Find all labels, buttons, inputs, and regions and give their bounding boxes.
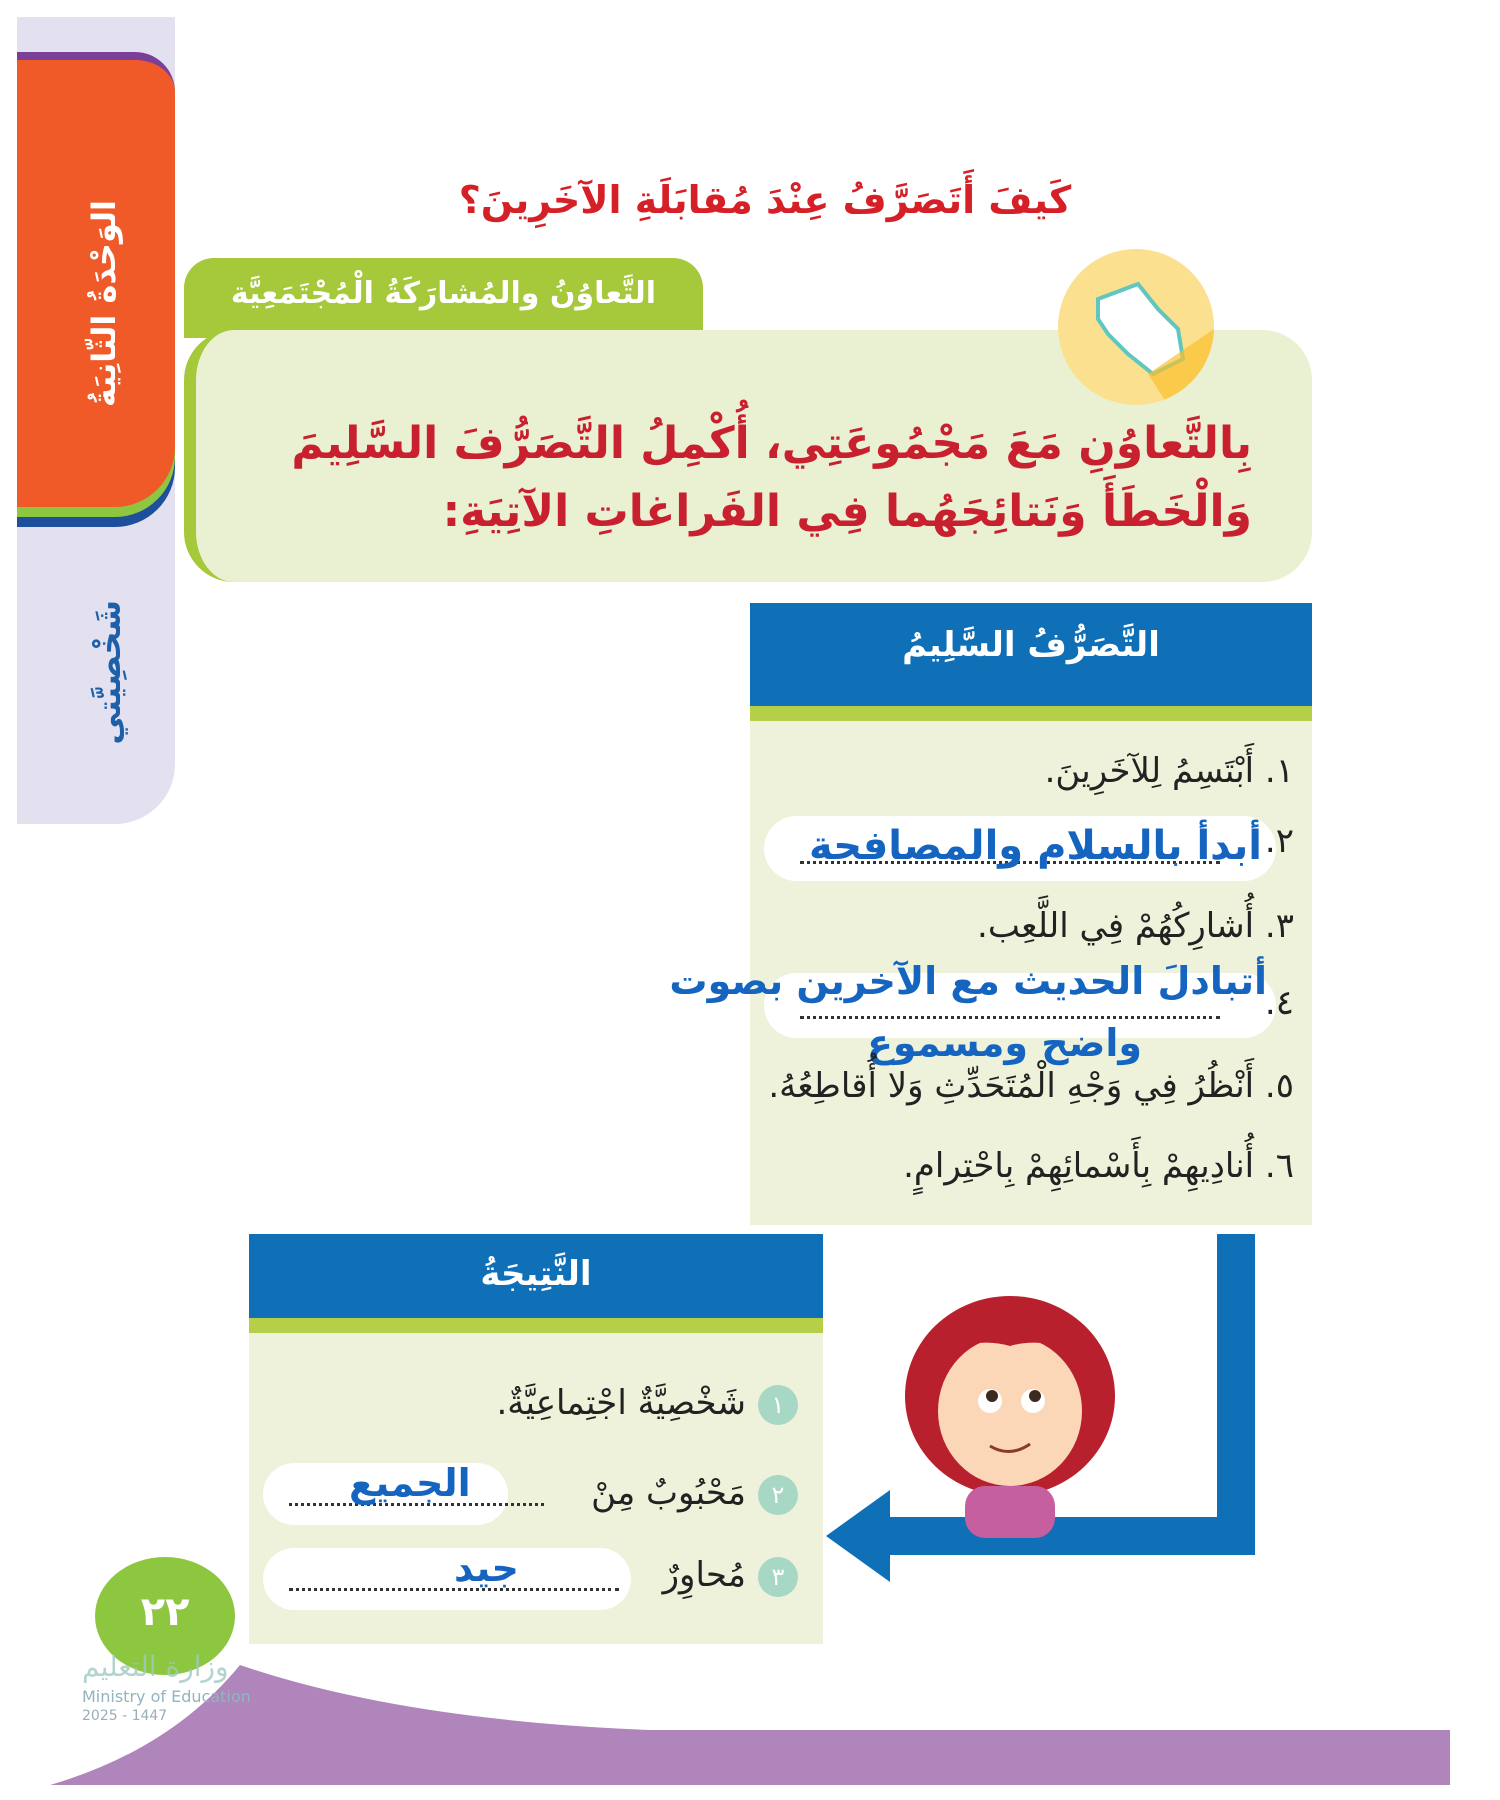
answer-field-result-3[interactable] <box>263 1548 631 1610</box>
result-header: النَّتِيجَةُ <box>249 1234 823 1333</box>
result-answer-2: الجميع <box>349 1461 471 1505</box>
thinking-girl-illustration <box>895 1286 1125 1538</box>
result-answer-3: جيد <box>454 1546 519 1590</box>
behavior-item-4-number: ٤. <box>1264 983 1294 1023</box>
behavior-answer-4-line1: أتبادلَ الحديث مع الآخرين بصوت <box>669 959 1267 1003</box>
behavior-item-3: ٣. أُشارِكُهُمْ فِي اللَّعِب. <box>977 906 1294 946</box>
bottom-wave <box>50 1660 1450 1785</box>
logo-english: Ministry of Education <box>82 1687 251 1706</box>
section-tab: التَّعاوُنُ والمُشارَكَةُ الْمُجْتَمَعِيَّة <box>184 258 703 338</box>
result-item-3: ٣مُحاوِرٌ <box>663 1555 798 1597</box>
behavior-box <box>669 721 1312 1225</box>
logo-year: 2025 - 1447 <box>82 1708 168 1724</box>
behavior-item-5: ٥. أَنْظُرُ فِي وَجْهِ الْمُتَحَدِّثِ وَلا أُقاطِعُهُ. <box>768 1066 1294 1106</box>
behavior-answer-2: أبدأ بالسلام والمصافحة <box>809 823 1262 869</box>
result-item-2: ٢مَحْبُوبٌ مِنْ <box>591 1473 798 1515</box>
page-number: ٢٢ <box>95 1557 235 1675</box>
page-title: كَيفَ أَتَصَرَّفُ عِنْدَ مُقابَلَةِ الآخَرِينَ؟ <box>458 178 1072 222</box>
behavior-item-6: ٦. أُنادِيهِمْ بِأَسْمائِهِمْ بِاحْتِرامٍ. <box>903 1146 1294 1186</box>
behavior-item-1: ١. أَبْتَسِمُ لِلآخَرِينَ. <box>1044 751 1294 791</box>
saudi-map-icon <box>1058 249 1214 405</box>
behavior-item-2-number: ٢. <box>1264 821 1294 861</box>
arrow-head-icon <box>826 1490 890 1582</box>
result-box <box>249 1333 823 1644</box>
result-item-1: ١شَخْصِيَّةٌ اجْتِماعِيَّةٌ. <box>496 1383 798 1425</box>
behavior-header: التَّصَرُّفُ السَّلِيمُ <box>750 603 1312 721</box>
arrow-vertical <box>1217 1234 1255 1555</box>
topic-label: شَخْصِيَّتي <box>90 600 128 745</box>
unit-label: الوَحْدَةُ الثّانِيَةُ <box>85 200 123 408</box>
instruction-text: بِالتَّعاوُنِ مَعَ مَجْمُوعَتِي، أُكْمِلُ التَّصَرُّفَ السَّلِيمَ وَالْخَطَأَ وَنَتائِجَهُما فِي الفَراغاتِ الآتِيَةِ: <box>291 418 1252 538</box>
logo-arabic: وزارة التعليم <box>82 1650 229 1683</box>
behavior-answer-4-line2: واضح ومسموع <box>866 1021 1142 1065</box>
